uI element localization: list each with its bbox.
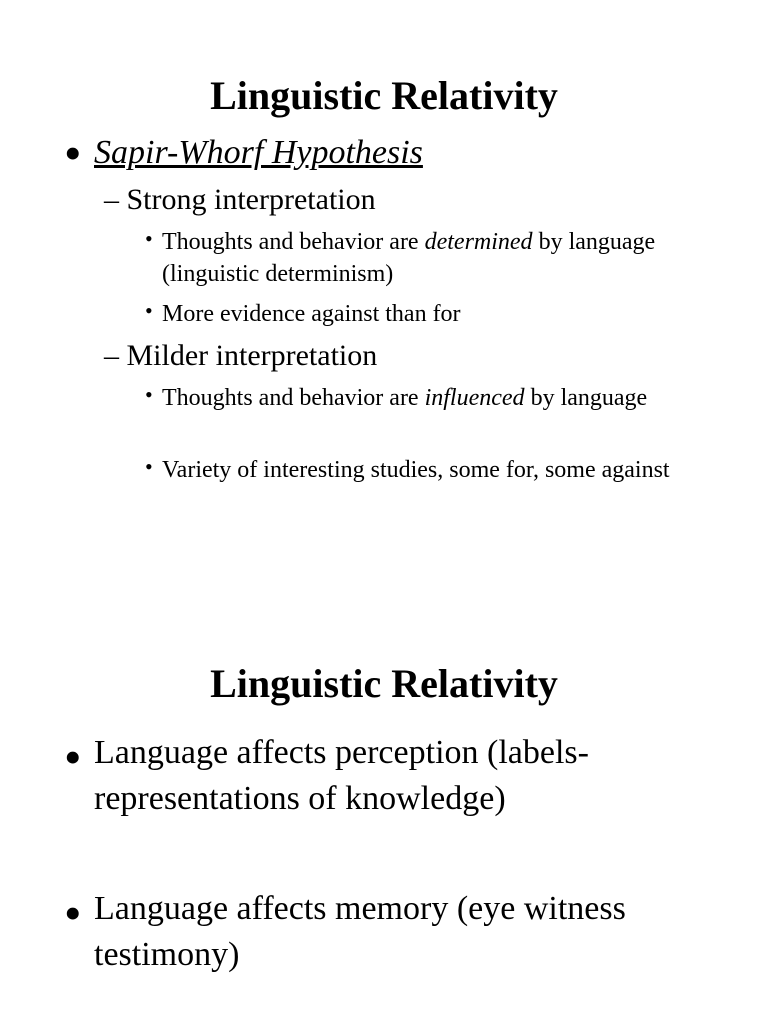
milder-point-1-post: by language bbox=[524, 385, 648, 411]
milder-point-1-emphasis: influenced bbox=[424, 385, 525, 411]
strong-point-1-emphasis: determined bbox=[424, 229, 533, 255]
sub-bullet-marker: • bbox=[145, 298, 153, 323]
strong-point-1-post: by language (linguistic determinism) bbox=[162, 229, 656, 287]
bullet-marker: • bbox=[64, 885, 82, 941]
milder-interpretation-label: – Milder interpretation bbox=[104, 339, 378, 372]
milder-point-1 bbox=[162, 382, 702, 414]
strong-point-1 bbox=[162, 226, 702, 290]
sapir-whorf-heading: Sapir-Whorf Hypothesis bbox=[94, 134, 423, 171]
sub-bullet-marker: • bbox=[145, 226, 153, 251]
sub-bullet-marker: • bbox=[145, 454, 153, 479]
strong-interpretation-label: – Strong interpretation bbox=[104, 183, 376, 216]
memory-point: Language affects memory (eye witness testimony) bbox=[94, 890, 626, 973]
milder-point-2: Variety of interesting studies, some for, some against bbox=[162, 457, 670, 483]
milder-point-1-pre: Thoughts and behavior are bbox=[162, 385, 425, 411]
slide-1-title: Linguistic Relativity bbox=[210, 73, 558, 118]
slide-2-title: Linguistic Relativity bbox=[210, 661, 558, 706]
bullet-marker: • bbox=[64, 729, 82, 785]
strong-point-1-pre: Thoughts and behavior are bbox=[162, 229, 425, 255]
strong-point-2: More evidence against than for bbox=[162, 301, 461, 327]
sub-bullet-marker: • bbox=[145, 382, 153, 407]
slide-2 bbox=[0, 560, 768, 1024]
bullet-marker: • bbox=[64, 125, 82, 181]
perception-point: Language affects perception (labels-representations of knowledge) bbox=[94, 734, 589, 817]
